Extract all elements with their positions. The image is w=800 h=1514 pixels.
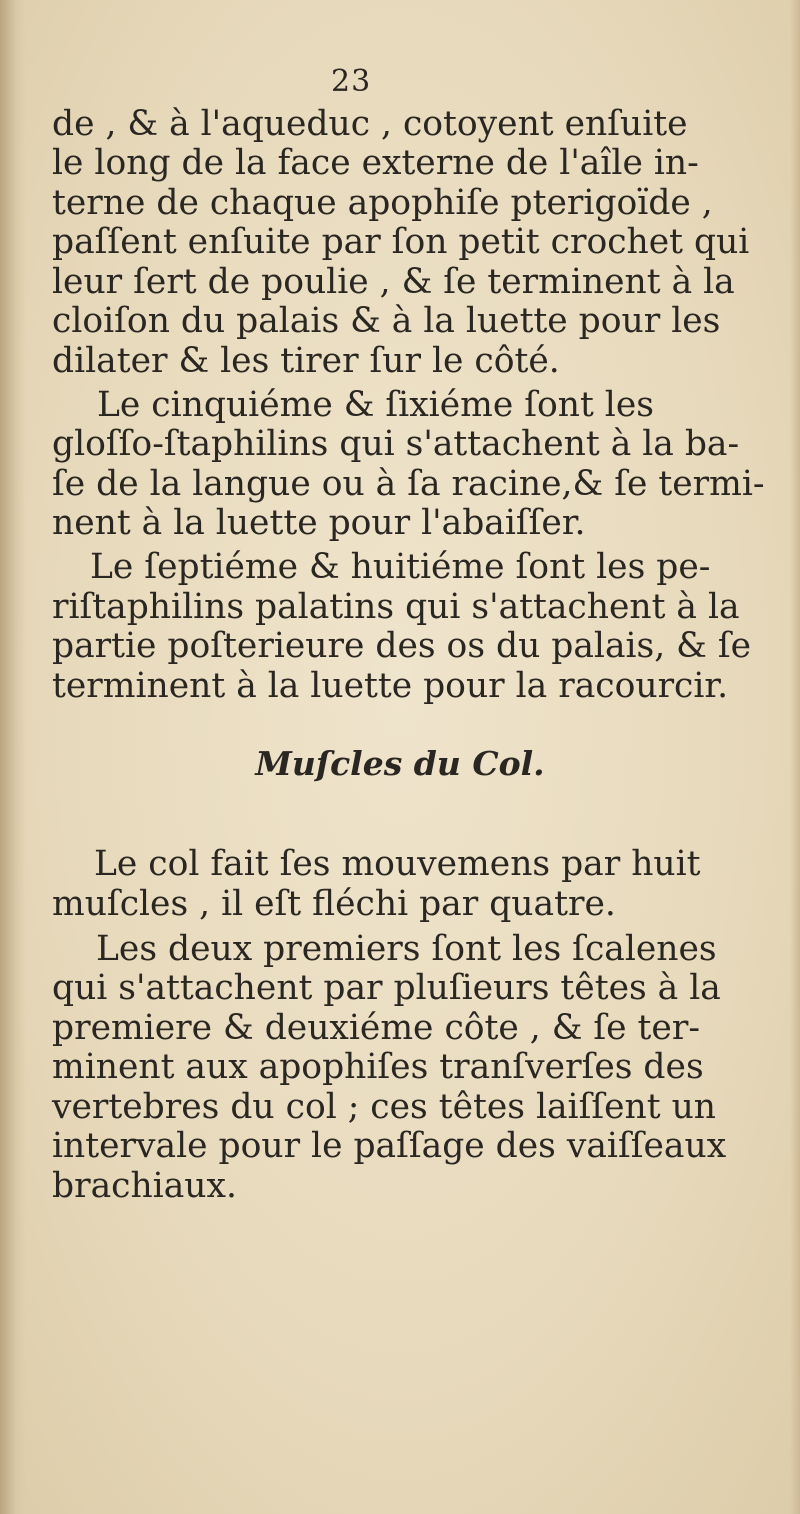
text-line: terminent à la luette pour la racourcir.: [52, 666, 729, 706]
section-heading: Muſcles du Col.: [255, 744, 545, 783]
text-line: terne de chaque apophiſe pterigoïde ,: [52, 183, 713, 223]
text-line: muſcles , il eſt fléchi par quatre.: [52, 884, 616, 924]
text-line: intervale pour le paſſage des vaiſſeaux: [52, 1126, 727, 1166]
text-line: brachiaux.: [52, 1166, 237, 1206]
text-line: riſtaphilins palatins qui s'attachent à la: [52, 587, 740, 627]
text-line: Le cinquiéme & ſixiéme ſont les: [97, 385, 654, 425]
text-line: vertebres du col ; ces têtes laiſſent un: [52, 1087, 717, 1127]
page-number: 23: [331, 64, 372, 99]
text-line: de , & à l'aqueduc , cotoyent enſuite: [52, 104, 688, 144]
text-line: Les deux premiers ſont les ſcalenes: [96, 929, 717, 969]
text-line: Le col fait ſes mouvemens par huit: [94, 844, 701, 884]
text-line: le long de la face externe de l'aîle in-: [52, 143, 699, 183]
text-line: minent aux apophiſes tranſverſes des: [52, 1047, 704, 1087]
text-line: Le ſeptiéme & huitiéme ſont les pe-: [90, 547, 711, 587]
text-line: cloiſon du palais & à la luette pour les: [52, 301, 721, 341]
text-line: leur ſert de poulie , & ſe terminent à la: [52, 262, 735, 302]
text-line: paſſent enſuite par ſon petit crochet qui: [52, 222, 750, 262]
text-line: ſe de la langue ou à ſa racine,& ſe termi-: [52, 464, 765, 504]
text-line: partie poſterieure des os du palais, & ſe: [52, 626, 752, 666]
text-line: nent à la luette pour l'abaiſſer.: [52, 503, 586, 543]
text-line: gloſſo-ſtaphilins qui s'attachent à la ba-: [52, 424, 740, 464]
text-line: premiere & deuxiéme côte , & ſe ter-: [52, 1008, 700, 1048]
text-line: qui s'attachent par pluſieurs têtes à la: [52, 968, 721, 1008]
text-line: dilater & les tirer ſur le côté.: [52, 341, 560, 381]
